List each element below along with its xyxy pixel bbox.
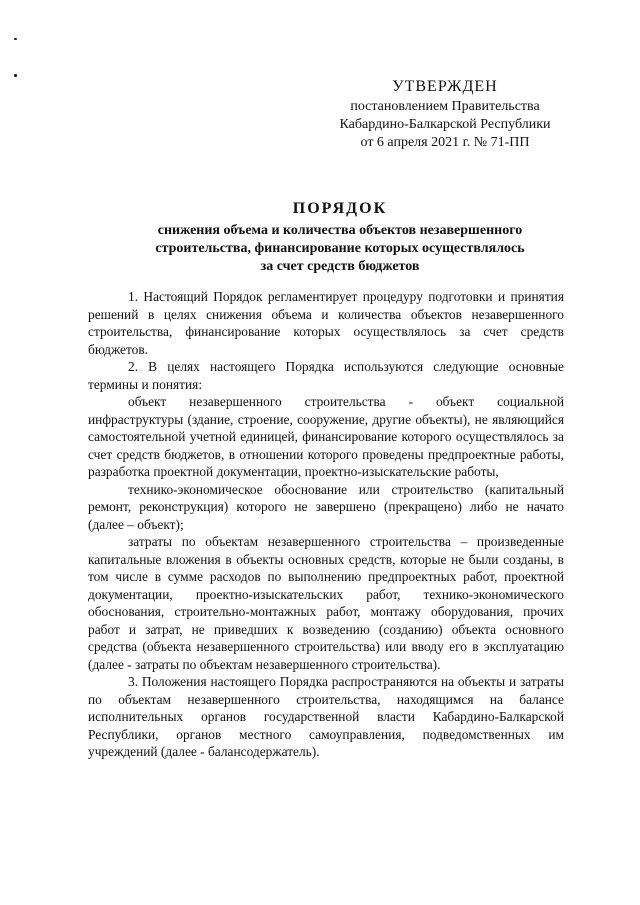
definition-unfinished-object: объект незавершенного строительства - объект социальной инфраструктуры (здание, строение, сооружение, другие объекты), не являющийся самостоятельной учетной единицей, финансирование которого осуществлялось за счет средств бюджетов, в отношении которого проведены предпроектные работы, разработка проектной документации, проектно-изыскательские работы, — [88, 394, 564, 479]
paragraph-2: 2. В целях настоящего Порядка используются следующие основные термины и понятия: — [88, 359, 564, 392]
scan-speck — [14, 74, 17, 77]
title-line-3: за счет средств бюджетов — [260, 259, 420, 274]
approval-line-republic: Кабардино-Балкарской Республики — [339, 117, 551, 132]
definition-continuation: технико-экономическое обоснование или строительство (капитальный ремонт, реконструкция) которого не завершено (прекращено) либо не начато (далее – объект); — [88, 481, 564, 532]
definition-costs: затраты по объектам незавершенного строительства – произведенные капитальные вложения в объекты основных средств, которые не были созданы, в том числе в сумме расходов по выполнению предпроектных работ, проектной документации, проектно-изыскательских работ, технико-экономического обоснования, строительно-монтажных работ, монтажу оборудования, прочих работ и затрат, не приведших к возведению (созданию) объекта основного средства (объекта незавершенного строительства) или вводу его в эксплуатацию (далее - затраты по объектам незавершенного строительства). — [88, 534, 564, 672]
paragraph-3: 3. Положения настоящего Порядка распространяются на объекты и затраты по объектам незавершенного строительства, находящимся на балансе исполнительных органов государственной власти Кабардино-Балкарской Республики, органов местного самоуправления, подведомственных им учреждений (далее - балансодержатель). — [88, 674, 564, 759]
title-line-2: строительства, финансирование которых осуществлялось — [155, 241, 525, 256]
paragraph-1: 1. Настоящий Порядок регламентирует процедуру подготовки и принятия решений в целях снижения объема и количества объектов незавершенного строительства, финансирование которых осуществлялось за счет средств бюджетов. — [88, 289, 564, 357]
scan-speck — [14, 38, 17, 40]
title-line-1: снижения объема и количества объектов незавершенного — [157, 223, 523, 238]
approval-line-date: от 6 апреля 2021 г. № 71-ПП — [360, 135, 530, 150]
approval-heading: УТВЕРЖДЕН — [392, 78, 498, 95]
document-body — [88, 288, 564, 761]
title-main: ПОРЯДОК — [292, 200, 388, 217]
approval-line-resolution: постановлением Правительства — [350, 99, 540, 114]
document-title — [80, 200, 600, 276]
approval-stamp-block — [300, 78, 590, 152]
